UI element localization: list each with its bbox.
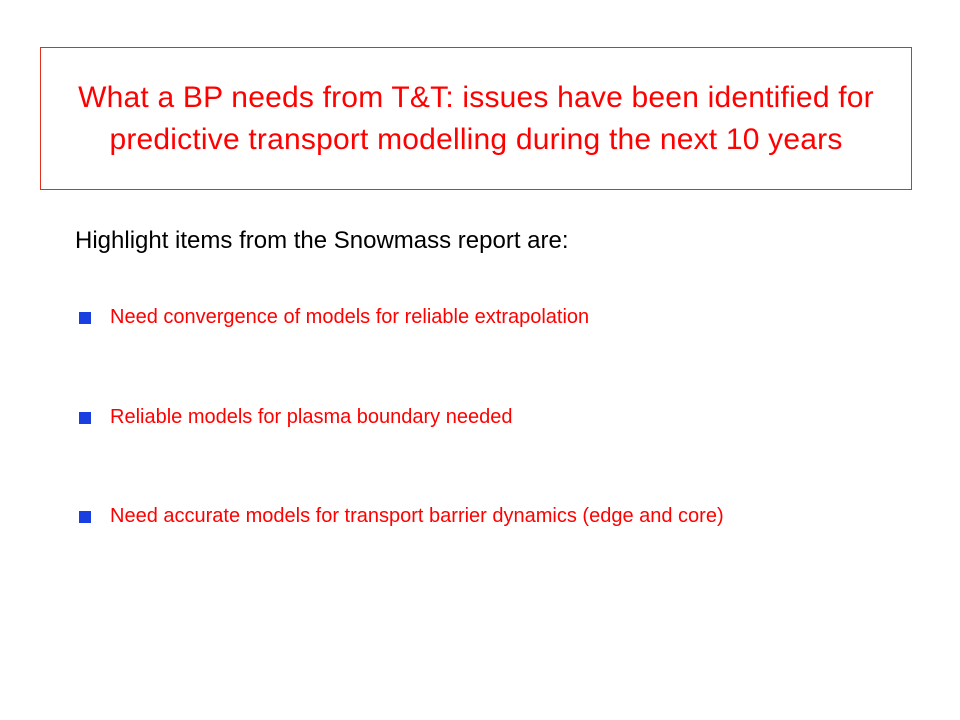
bullet-item (75, 303, 865, 332)
bullet-item (75, 502, 865, 531)
slide-title: What a BP needs from T&T: issues have been identified for predictive transport modelling during the next 10 years (78, 80, 874, 156)
bullet-text: Reliable models for plasma boundary needed (110, 406, 513, 428)
square-bullet-icon (79, 412, 91, 424)
intro-text: Highlight items from the Snowmass report are: (75, 227, 569, 254)
square-bullet-icon (79, 312, 91, 324)
square-bullet-icon (79, 511, 91, 523)
bullet-text: Need accurate models for transport barrier dynamics (edge and core) (110, 505, 724, 527)
bullet-item (75, 403, 865, 432)
bullet-text: Need convergence of models for reliable extrapolation (110, 306, 590, 328)
title-box (40, 47, 912, 190)
